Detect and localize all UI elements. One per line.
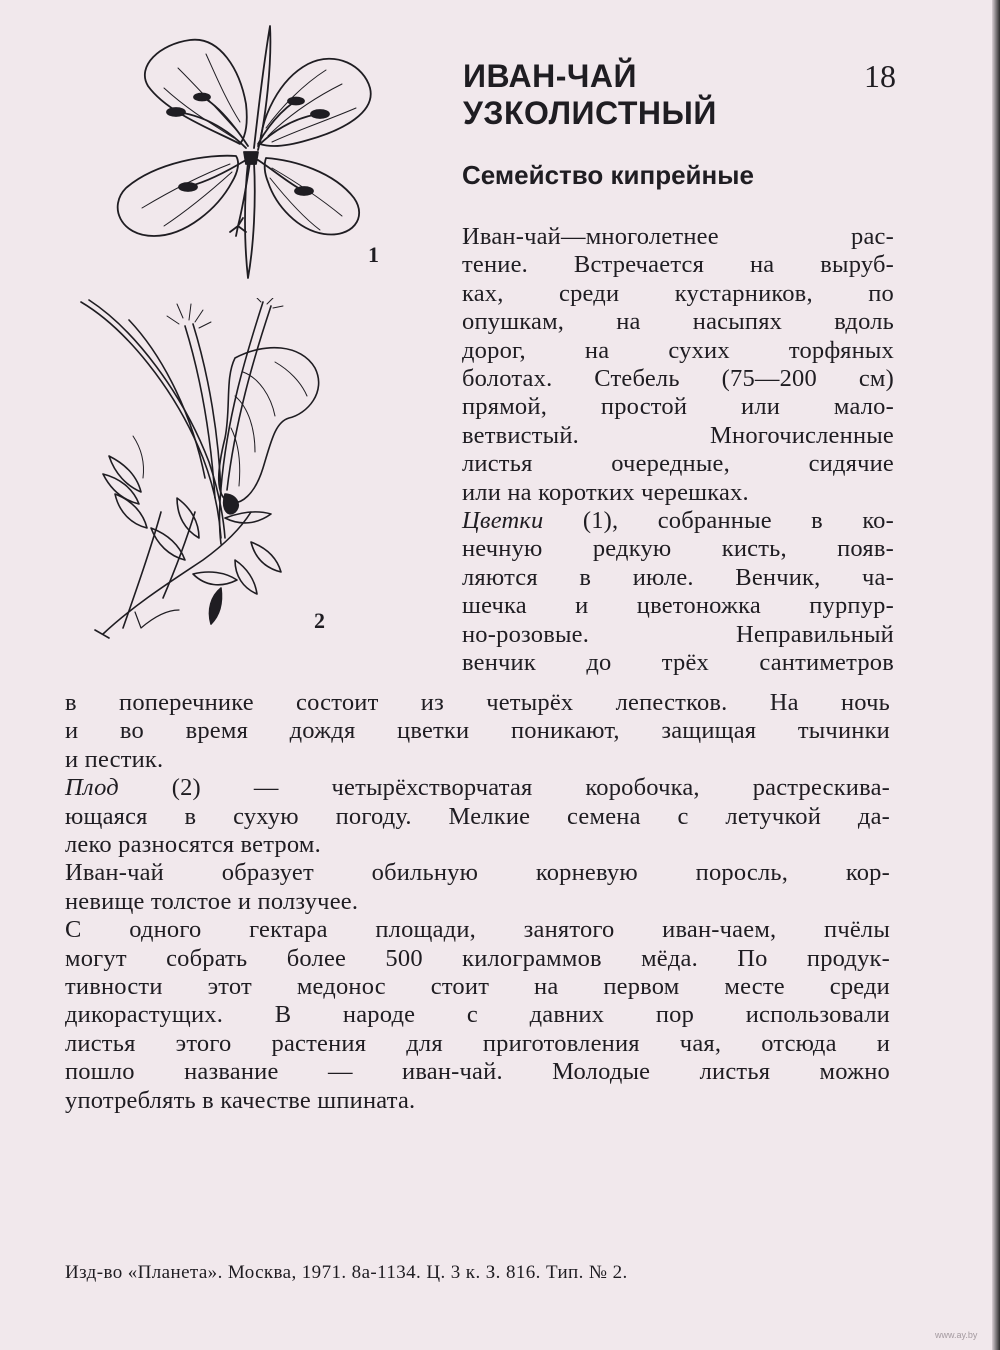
text-line: и во время дождя цветки поникают, защищая тычинки [65, 717, 890, 745]
figure-2-label: 2 [314, 608, 325, 633]
title-line-2: УЗКОЛИСТНЫЙ [463, 95, 717, 131]
watermark-text: www.ay.by [935, 1330, 978, 1340]
text-line: Плод (2) — четырёхстворчатая коробочка, растрескива- [65, 774, 890, 802]
figure-1-label: 1 [368, 242, 379, 267]
text-line: могут собрать более 500 килограммов мёда. По продук- [65, 944, 890, 972]
description-full-width [65, 689, 890, 1115]
text-line: нечную редкую кисть, появ- [462, 535, 894, 563]
text-line: ющаяся в сухую погоду. Мелкие семена с летучкой да- [65, 802, 890, 830]
text-line: прямой, простой или мало- [462, 393, 894, 421]
card-edge-shadow [992, 0, 1000, 1350]
text-line: дорог, на сухих торфяных [462, 336, 894, 364]
family-heading: Семейство кипрейные [462, 160, 754, 190]
text-line: или на коротких черешках. [462, 478, 749, 506]
text-line: ках, среди кустарников, по [462, 279, 894, 307]
text-line: шечка и цветоножка пурпур- [462, 592, 894, 620]
text-line: леко разносятся ветром. [65, 831, 321, 859]
text-line: но-розовые. Неправильный [462, 620, 894, 648]
italic-term: Цветки [462, 507, 544, 535]
publisher-footer: Изд-во «Планета». Москва, 1971. 8а-1134. Ц. 3 к. З. 816. Тип. № 2. [65, 1262, 628, 1283]
text-line: опушкам, на насыпях вдоль [462, 308, 894, 336]
text-line: дикорастущих. В народе с давних пор использовали [65, 1001, 890, 1029]
text-line: листья очередные, сидячие [462, 450, 894, 478]
text-line: Иван-чай образует обильную корневую поросль, кор- [65, 859, 890, 887]
flower-drawing [108, 22, 393, 284]
text-line: пошло название — иван-чай. Молодые листья можно [65, 1058, 890, 1086]
text-line: тение. Встречается на выруб- [462, 251, 894, 279]
flower-illustration [108, 22, 393, 284]
italic-term: Плод [65, 774, 119, 802]
card-number: 18 [864, 58, 896, 94]
text-line: употреблять в качестве шпината. [65, 1086, 416, 1114]
fruit-drawing [75, 298, 325, 643]
text-line: Иван-чай—многолетнее рас- [462, 223, 894, 250]
description-column [462, 223, 894, 678]
text-line: ляются в июле. Венчик, ча- [462, 563, 894, 591]
species-title [463, 58, 717, 132]
text-line: листья этого растения для приготовления чая, отсюда и [65, 1029, 890, 1057]
text-line: венчик до трёх сантиметров [462, 649, 894, 677]
fruit-illustration [75, 298, 325, 643]
text-line: и пестик. [65, 745, 164, 773]
text-line: болотах. Стебель (75—200 см) [462, 365, 894, 393]
text-line: Цветки (1), собранные в ко- [462, 507, 894, 535]
text-line: ветвистый. Многочисленные [462, 421, 894, 449]
text-line: в поперечнике состоит из четырёх лепестков. На ночь [65, 689, 890, 716]
title-line-1: ИВАН-ЧАЙ [463, 58, 637, 94]
text-line: невище толстое и ползучее. [65, 887, 359, 915]
text-line: С одного гектара площади, занятого иван-чаем, пчёлы [65, 916, 890, 944]
text-line: тивности этот медонос стоит на первом месте среди [65, 973, 890, 1001]
